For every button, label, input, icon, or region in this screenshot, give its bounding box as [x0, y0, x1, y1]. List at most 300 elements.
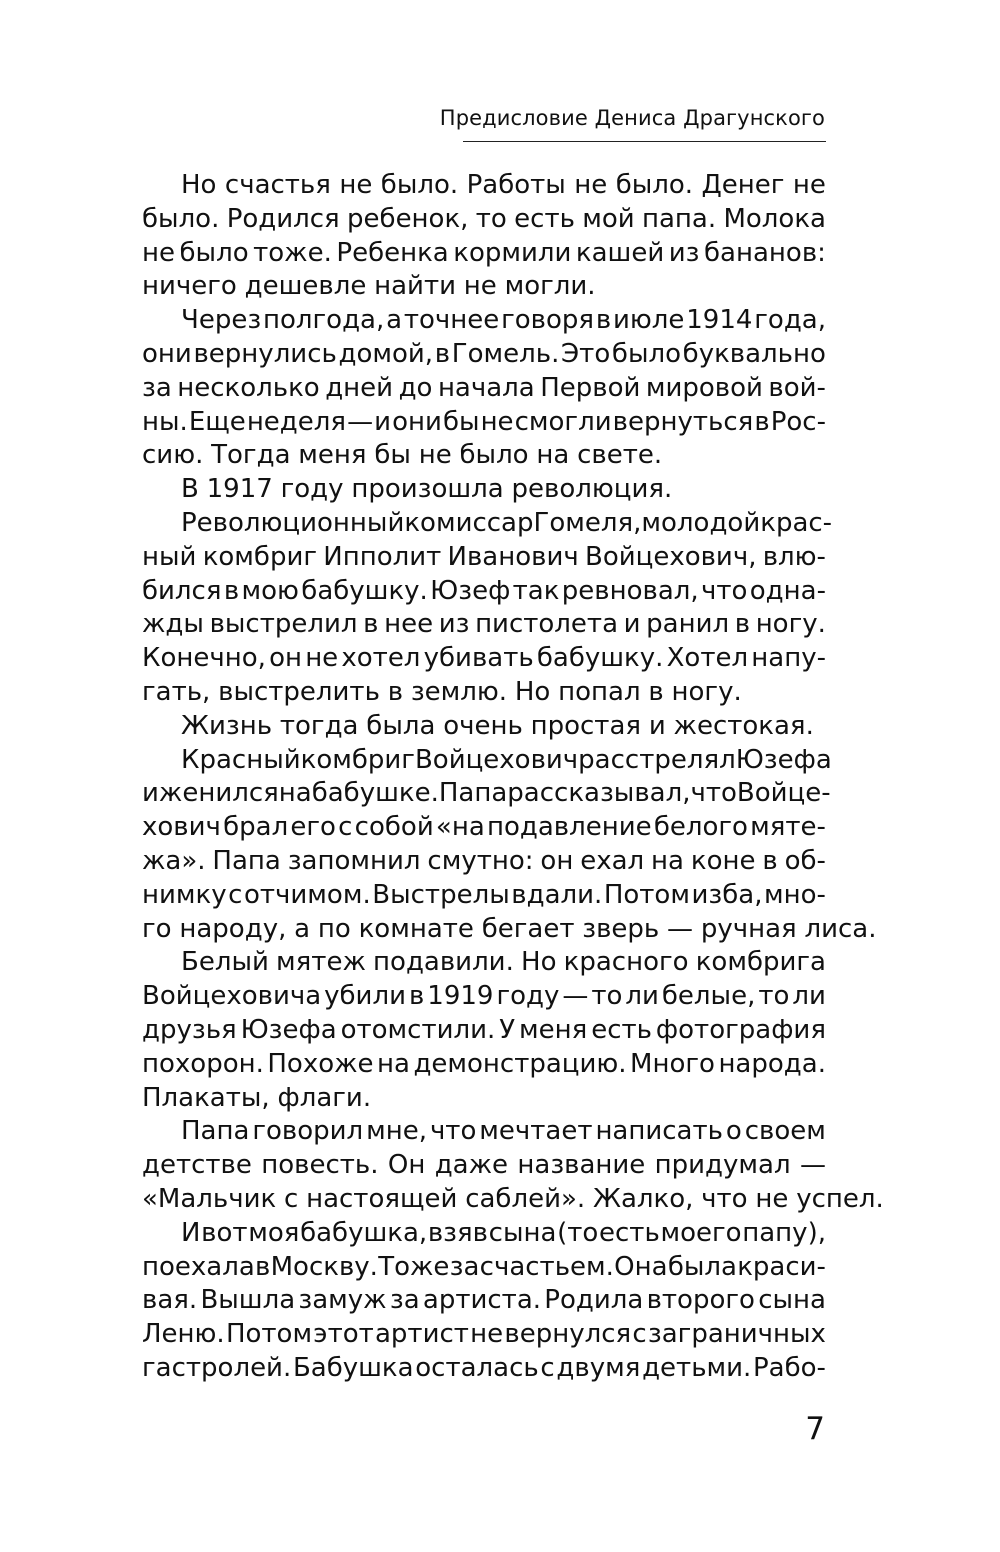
word: бился	[142, 575, 222, 606]
word: 1917	[206, 474, 273, 505]
word: артиста.	[422, 1285, 542, 1316]
word: в	[754, 406, 770, 437]
word: название	[517, 1150, 646, 1181]
text-line	[142, 507, 833, 541]
word: тогда	[279, 710, 359, 741]
word: по	[317, 913, 351, 944]
word: Денег	[701, 170, 785, 200]
word: бегает	[481, 913, 575, 944]
word: то	[758, 981, 790, 1012]
word: Потом	[225, 1319, 313, 1350]
word: молодой	[641, 507, 761, 538]
word: ногу.	[755, 609, 826, 640]
word: комбриг	[300, 744, 415, 775]
word: фотография	[655, 1014, 826, 1045]
word: Еще	[188, 406, 246, 437]
word: рассказывал,	[507, 778, 691, 809]
word: не	[142, 237, 175, 268]
paragraph	[142, 507, 833, 710]
word: Папа	[181, 1116, 250, 1147]
word: начала	[437, 372, 535, 403]
word: хович	[142, 812, 221, 843]
word: не	[418, 440, 452, 471]
word: комиссар	[404, 507, 534, 538]
word: Тогда	[211, 440, 291, 471]
running-header: Предисловие Дениса Драгунского	[439, 106, 825, 130]
word: очень	[443, 710, 523, 741]
word: расстрелял	[578, 744, 736, 775]
text-line	[142, 744, 832, 778]
word: тоже.	[253, 237, 332, 268]
word: и	[142, 778, 159, 809]
word: не	[755, 1183, 789, 1214]
word: дешевле	[244, 271, 367, 302]
text-line	[142, 237, 826, 271]
word: Выстрелы	[372, 879, 510, 910]
word: в	[734, 609, 751, 640]
word: в	[255, 1251, 271, 1282]
word: отомстили.	[340, 1014, 496, 1045]
word: подавили.	[373, 947, 514, 978]
word: в	[408, 981, 425, 1012]
word: кормили	[453, 237, 572, 268]
word: в	[595, 305, 612, 336]
word: мечтает	[479, 1116, 593, 1147]
word: успел.	[796, 1183, 884, 1214]
word: Она	[614, 1251, 668, 1282]
text-line	[142, 1318, 826, 1352]
word: детстве	[142, 1150, 252, 1181]
word: Родился	[226, 203, 340, 234]
word: Юзеф	[430, 575, 511, 606]
word: бабушку.	[301, 575, 428, 606]
word: бы	[442, 406, 480, 437]
text-line	[142, 710, 826, 744]
word: влю-	[762, 541, 826, 572]
word: об-	[784, 845, 826, 876]
word: мой	[582, 203, 635, 234]
word: они	[142, 338, 192, 369]
word: двумя	[556, 1352, 641, 1383]
text-line	[142, 913, 877, 947]
word: собой	[354, 812, 434, 843]
word: коне	[690, 845, 756, 876]
word: мне,	[366, 1116, 427, 1147]
text-line	[142, 1014, 826, 1048]
word: народу,	[179, 913, 287, 944]
text-line	[142, 811, 826, 845]
text-line	[142, 270, 826, 304]
word: неделя	[246, 406, 347, 437]
word: второго	[646, 1285, 755, 1316]
text-line	[142, 608, 826, 642]
paragraph	[142, 1115, 884, 1216]
word: то	[591, 981, 623, 1012]
word: было.	[142, 203, 220, 234]
text-line	[142, 304, 826, 338]
word: на	[651, 845, 684, 876]
word: убивать	[423, 643, 534, 674]
word: Но	[521, 947, 557, 978]
word: июле	[613, 305, 685, 336]
word: меня	[298, 440, 367, 471]
word: Конечно,	[142, 643, 266, 674]
word: Но	[514, 676, 551, 707]
text-line	[142, 1149, 826, 1183]
text-line	[142, 169, 826, 203]
word: Плакаты,	[142, 1082, 270, 1113]
word: говорил	[252, 1116, 364, 1147]
word: сию.	[142, 440, 204, 471]
word: сына	[758, 1285, 826, 1316]
word: с	[632, 1319, 647, 1350]
text-line	[142, 1251, 826, 1285]
word: Хотел	[666, 643, 749, 674]
word: Родила	[544, 1285, 644, 1316]
word: Леню.	[142, 1319, 225, 1350]
word: Войцехович,	[584, 541, 757, 572]
word: Он	[387, 1150, 426, 1181]
word: придумал	[654, 1150, 791, 1181]
word: смутно:	[427, 845, 534, 876]
word: и	[374, 406, 392, 437]
text-line	[142, 845, 826, 879]
word: У	[499, 1014, 516, 1045]
text-line	[142, 473, 826, 507]
word: Москву.	[270, 1251, 378, 1282]
word: вернулись	[193, 338, 337, 369]
word: найти	[374, 271, 456, 302]
word: Это	[561, 338, 611, 369]
word: артист	[375, 1319, 469, 1350]
word: Юзефа	[240, 1014, 337, 1045]
word: белого	[653, 812, 748, 843]
word: полгода,	[262, 305, 385, 336]
word: В	[181, 474, 199, 505]
word: «Мальчик	[142, 1183, 277, 1214]
word: комбрига	[695, 947, 826, 978]
word: мою	[241, 575, 299, 606]
word: Рабо-	[753, 1352, 826, 1383]
text-line	[142, 372, 826, 406]
word: он	[540, 845, 574, 876]
word: демонстрацию.	[413, 1048, 627, 1079]
word: друзья	[142, 1014, 237, 1045]
word: Ипполит	[323, 541, 442, 572]
text-line	[142, 980, 826, 1014]
word: комнате	[358, 913, 474, 944]
word: была	[667, 1251, 737, 1282]
word: Много	[630, 1048, 715, 1079]
word: революция.	[511, 474, 673, 505]
word: саблей».	[465, 1183, 586, 1214]
word: Войце-	[736, 778, 831, 809]
word: гать,	[142, 676, 211, 707]
word: в	[434, 338, 451, 369]
word: краси-	[737, 1251, 826, 1282]
word: (то	[557, 1217, 599, 1248]
word: вдали.	[511, 879, 603, 910]
word: этот	[313, 1319, 374, 1350]
word: на	[536, 440, 570, 471]
word: а	[386, 305, 403, 336]
word: выстрелить	[218, 676, 380, 707]
word: с	[228, 879, 243, 910]
word: с	[338, 812, 353, 843]
word: не	[470, 1319, 504, 1350]
body-text	[142, 169, 884, 1386]
word: вой-	[768, 372, 826, 403]
word: Похоже	[267, 1048, 374, 1079]
word: 1919	[427, 981, 494, 1012]
word: повесть.	[261, 1150, 379, 1181]
word: нее	[384, 609, 434, 640]
word: Папа	[212, 845, 281, 876]
word: Иванович	[447, 541, 579, 572]
paragraph	[142, 304, 826, 473]
word: Войцеховича	[142, 981, 322, 1012]
word: года,	[754, 305, 826, 336]
text-line	[142, 777, 831, 811]
word: Потом	[603, 879, 690, 910]
word: замуж	[298, 1285, 387, 1316]
word: бабушка,	[300, 1217, 428, 1248]
word: он	[269, 643, 302, 674]
page-number: 7	[805, 1411, 825, 1447]
word: Жизнь	[181, 710, 273, 741]
word: году	[496, 981, 560, 1012]
word: лиса.	[804, 913, 877, 944]
word: было	[179, 237, 249, 268]
word: было	[611, 338, 681, 369]
word: ли	[625, 981, 659, 1012]
header-rule	[463, 141, 826, 142]
word: Но	[181, 170, 217, 200]
text-line	[142, 1183, 884, 1217]
word: мяте-	[750, 812, 826, 843]
word: о	[725, 1116, 742, 1147]
word: даже	[434, 1150, 509, 1181]
word: они	[392, 406, 442, 437]
text-line	[142, 642, 826, 676]
word: го	[142, 913, 172, 944]
word: ручная	[700, 913, 797, 944]
word: точнее	[403, 305, 500, 336]
word: за	[142, 372, 172, 403]
word: свете.	[577, 440, 663, 471]
word: бабушку.	[536, 643, 664, 674]
word: —	[667, 913, 694, 944]
word: землю.	[410, 676, 508, 707]
word: из	[668, 237, 700, 268]
word: не	[305, 643, 339, 674]
word: —	[562, 981, 589, 1012]
word: до	[398, 372, 433, 403]
word: Работы	[466, 170, 566, 200]
word: и	[623, 609, 641, 640]
text-line	[142, 676, 826, 710]
word: 1914	[686, 305, 753, 336]
word: за	[389, 1285, 420, 1316]
word: Ребенка	[336, 237, 449, 268]
word: пистолета	[475, 609, 618, 640]
word: в	[223, 575, 240, 606]
word: Тоже	[378, 1251, 450, 1282]
text-line	[142, 1048, 826, 1082]
word: на	[278, 778, 312, 809]
word: мировой	[645, 372, 763, 403]
word: что	[701, 575, 748, 606]
word: Белый	[181, 947, 269, 978]
word: несколько	[177, 372, 320, 403]
word: в	[387, 676, 404, 707]
word: говоря	[501, 305, 595, 336]
text-line	[142, 439, 826, 473]
text-line	[142, 946, 826, 980]
word: детьми.	[642, 1352, 752, 1383]
word: мно-	[764, 879, 826, 910]
word: крас-	[760, 507, 833, 538]
word: кашей	[575, 237, 665, 268]
word: за	[449, 1251, 480, 1282]
word: Гомеля,	[533, 507, 642, 538]
word: не	[792, 170, 826, 200]
text-line	[142, 1284, 826, 1318]
word: ничего	[142, 271, 237, 302]
text-line	[142, 1217, 826, 1251]
word: было.	[380, 170, 459, 200]
text-line	[142, 203, 826, 237]
word: вернулся	[504, 1319, 632, 1350]
word: могли.	[504, 271, 596, 302]
text-line	[142, 338, 826, 372]
word: Рос-	[770, 406, 826, 437]
word: ребенок,	[347, 203, 469, 234]
word: красного	[563, 947, 689, 978]
word: поехала	[142, 1251, 255, 1282]
word: моя	[248, 1217, 300, 1248]
word: его	[290, 812, 336, 843]
word: ный	[142, 541, 197, 572]
word: выстрелил	[209, 609, 358, 640]
paragraph	[142, 946, 826, 1115]
word: моего	[660, 1217, 742, 1248]
word: взяв	[427, 1217, 488, 1248]
word: была	[366, 710, 436, 741]
word: ли	[792, 981, 826, 1012]
word: и	[648, 710, 666, 741]
word: вернуться	[612, 406, 754, 437]
word: жестокая.	[673, 710, 814, 741]
word: в	[363, 609, 379, 640]
word: брал	[223, 812, 289, 843]
word: ревновал,	[561, 575, 699, 606]
word: сына	[488, 1217, 557, 1248]
word: есть	[591, 1014, 652, 1045]
paragraph	[142, 710, 826, 744]
word: убили	[324, 981, 406, 1012]
word: мятеж	[276, 947, 366, 978]
word: ранил	[646, 609, 730, 640]
word: Войцехович	[414, 744, 579, 775]
word: так	[512, 575, 560, 606]
word: смогли	[514, 406, 612, 437]
word: Юзефа	[735, 744, 832, 775]
word: Революционный	[181, 507, 405, 538]
word: —	[347, 406, 374, 437]
word: не	[480, 406, 514, 437]
paragraph	[142, 1217, 826, 1386]
text-line	[142, 1115, 826, 1149]
word: дней	[325, 372, 394, 403]
word: Молока	[723, 203, 826, 234]
word: написать	[595, 1116, 723, 1147]
text-line	[142, 1352, 826, 1386]
word: папа.	[642, 203, 717, 234]
word: осталась	[415, 1352, 539, 1383]
word: заграничных	[647, 1319, 826, 1350]
paragraph	[142, 473, 826, 507]
word: то	[475, 203, 507, 234]
word: жа».	[142, 845, 206, 876]
paragraph	[142, 169, 826, 304]
word: подавление	[486, 812, 652, 843]
word: папу),	[742, 1217, 826, 1248]
text-line	[142, 406, 826, 440]
word: Папа	[438, 778, 508, 809]
word: не	[574, 170, 608, 200]
text-line	[142, 541, 826, 575]
word: счастья	[224, 170, 331, 200]
word: похорон.	[142, 1048, 264, 1079]
word: ны.	[142, 406, 188, 437]
word: Через	[181, 305, 262, 336]
word: настоящей	[306, 1183, 458, 1214]
word: ногу.	[671, 676, 742, 707]
word: —	[799, 1150, 826, 1181]
word: своем	[744, 1116, 826, 1147]
word: есть	[599, 1217, 660, 1248]
word: на	[377, 1048, 410, 1079]
word: попал	[558, 676, 641, 707]
word: произошла	[351, 474, 504, 505]
word: было	[459, 440, 529, 471]
text-line	[142, 575, 826, 609]
word: комбриг	[202, 541, 318, 572]
word: Красный	[181, 744, 301, 775]
word: хотел	[341, 643, 421, 674]
word: с	[540, 1352, 555, 1383]
word: что	[690, 778, 737, 809]
word: что	[701, 1183, 748, 1214]
word: белые,	[661, 981, 756, 1012]
word: в	[762, 845, 778, 876]
paragraph	[142, 744, 877, 947]
word: простая	[530, 710, 642, 741]
word: Бабушка	[292, 1352, 414, 1383]
word: ехал	[580, 845, 645, 876]
word: «на	[435, 812, 485, 843]
word: флаги.	[277, 1082, 372, 1113]
word: не	[463, 271, 497, 302]
word: а	[294, 913, 311, 944]
word: запомнил	[287, 845, 421, 876]
word: нимку	[142, 879, 227, 910]
text-line	[142, 1082, 826, 1116]
word: народа.	[718, 1048, 826, 1079]
word: Первой	[540, 372, 641, 403]
word: году	[280, 474, 344, 505]
